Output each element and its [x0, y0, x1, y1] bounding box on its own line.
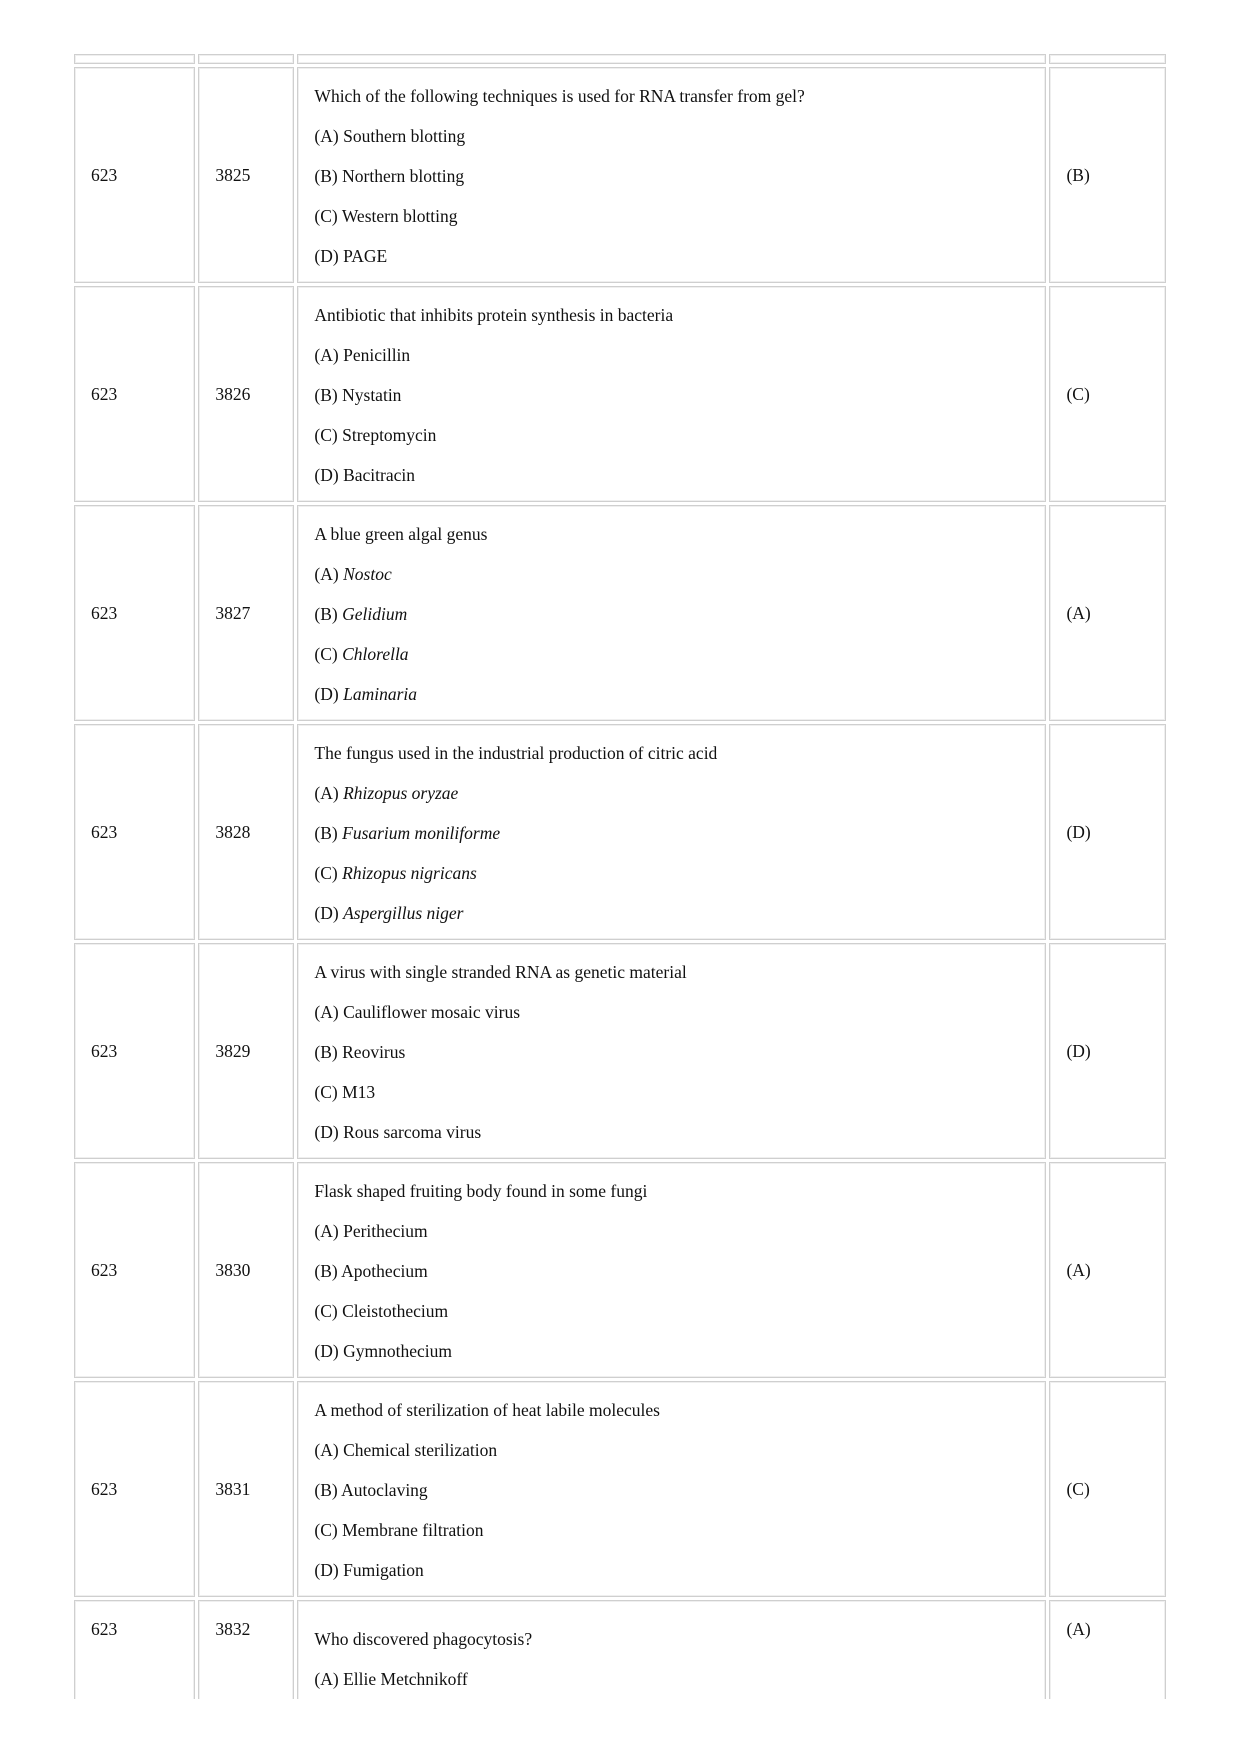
option-text: Gelidium: [342, 604, 408, 624]
question-text: Who discovered phagocytosis?: [314, 1629, 533, 1649]
option-text: Membrane filtration: [342, 1520, 484, 1540]
answer-cell: (C): [1049, 286, 1166, 502]
option-label: (A): [314, 564, 344, 584]
option-text: Penicillin: [343, 345, 411, 365]
question-number-cell: 3825: [198, 67, 294, 283]
option-label: (A): [314, 783, 344, 803]
answer-cell: (C): [1049, 1381, 1166, 1597]
option-line: [314, 1291, 1029, 1331]
option-label: (D): [314, 903, 344, 923]
option-line: [314, 156, 1029, 196]
question-text: Which of the following techniques is used for RNA transfer from gel?: [314, 86, 805, 106]
question-table: [74, 54, 1169, 1699]
subject-code-cell: 623: [74, 1600, 195, 1699]
table-row: [74, 1162, 1166, 1378]
option-line: [314, 634, 1029, 674]
option-text: PAGE: [343, 246, 388, 266]
option-text: Perithecium: [343, 1221, 428, 1241]
option-line: [314, 1032, 1029, 1072]
option-line: [314, 554, 1029, 594]
subject-code-cell: 623: [74, 1381, 195, 1597]
option-text: Fusarium moniliforme: [342, 823, 501, 843]
question-cell: [297, 1600, 1046, 1699]
option-label: (B): [314, 1261, 342, 1281]
question-number-cell: 3826: [198, 286, 294, 502]
option-text: Bacitracin: [343, 465, 415, 485]
option-text: Cauliflower mosaic virus: [343, 1002, 520, 1022]
option-label: (C): [314, 644, 343, 664]
question-cell: [297, 943, 1046, 1159]
option-label: (A): [314, 1221, 344, 1241]
option-label: (D): [314, 684, 344, 704]
answer-cell: (D): [1049, 724, 1166, 940]
option-line: [314, 236, 1029, 276]
option-label: (A): [314, 1440, 344, 1460]
question-text: A virus with single stranded RNA as genetic material: [314, 962, 687, 982]
option-line: [314, 196, 1029, 236]
answer-cell: (A): [1049, 505, 1166, 721]
subject-code-cell: 623: [74, 724, 195, 940]
question-number-cell: 3829: [198, 943, 294, 1159]
question-text: The fungus used in the industrial production of citric acid: [314, 743, 718, 763]
option-text: Chlorella: [342, 644, 409, 664]
question-text: A method of sterilization of heat labile molecules: [314, 1400, 660, 1420]
option-line: [314, 1430, 1029, 1470]
option-text: Rhizopus oryzae: [343, 783, 459, 803]
option-label: (A): [314, 1002, 344, 1022]
option-text: Southern blotting: [343, 126, 466, 146]
option-text: Rous sarcoma virus: [343, 1122, 482, 1142]
page: [74, 54, 1169, 1699]
question-text: Antibiotic that inhibits protein synthesis in bacteria: [314, 305, 674, 325]
question-cell: [297, 724, 1046, 940]
option-label: (C): [314, 206, 342, 226]
table-row: [74, 943, 1166, 1159]
option-text: M13: [342, 1082, 376, 1102]
table-row: [74, 505, 1166, 721]
option-line: [314, 375, 1029, 415]
option-text: Gymnothecium: [343, 1341, 452, 1361]
answer-cell: (A): [1049, 1162, 1166, 1378]
option-label: (B): [314, 385, 343, 405]
question-cell: [297, 286, 1046, 502]
option-label: (A): [314, 345, 344, 365]
option-line: [314, 893, 1029, 933]
option-text: Laminaria: [343, 684, 417, 704]
question-number-cell: 3827: [198, 505, 294, 721]
option-label: (B): [314, 604, 343, 624]
option-label: (B): [314, 823, 343, 843]
table-row: [74, 724, 1166, 940]
option-label: (A): [314, 1669, 344, 1689]
option-label: (C): [314, 863, 343, 883]
option-text: Nystatin: [342, 385, 402, 405]
subject-code-cell: 623: [74, 505, 195, 721]
question-cell: [297, 1381, 1046, 1597]
option-label: (D): [314, 246, 344, 266]
question-number-cell: 3828: [198, 724, 294, 940]
question-number-cell: 3831: [198, 1381, 294, 1597]
table-row: [74, 286, 1166, 502]
option-text: Apothecium: [341, 1261, 428, 1281]
question-text: Flask shaped fruiting body found in some fungi: [314, 1181, 648, 1201]
option-label: (B): [314, 166, 343, 186]
option-line: [314, 813, 1029, 853]
option-line: [314, 1072, 1029, 1112]
option-text: Chemical sterilization: [343, 1440, 498, 1460]
option-text: Nostoc: [343, 564, 392, 584]
table-row-stub: [74, 54, 1166, 64]
option-line: [314, 773, 1029, 813]
option-text: Fumigation: [343, 1560, 424, 1580]
question-text: A blue green algal genus: [314, 524, 488, 544]
answer-cell: (D): [1049, 943, 1166, 1159]
table-row: [74, 1381, 1166, 1597]
option-line: [314, 1550, 1029, 1590]
question-cell: [297, 505, 1046, 721]
answer-cell: (B): [1049, 67, 1166, 283]
option-label: (C): [314, 1082, 343, 1102]
option-label: (C): [314, 425, 343, 445]
option-text: Ellie Metchnikoff: [343, 1669, 468, 1689]
option-line: [314, 1659, 1029, 1699]
option-text: Rhizopus nigricans: [342, 863, 477, 883]
question-number-cell: 3830: [198, 1162, 294, 1378]
option-label: (B): [314, 1480, 342, 1500]
option-line: [314, 992, 1029, 1032]
option-text: Aspergillus niger: [343, 903, 464, 923]
option-label: (D): [314, 1122, 344, 1142]
option-line: [314, 116, 1029, 156]
option-label: (B): [314, 1042, 343, 1062]
option-label: (D): [314, 1560, 344, 1580]
option-text: Autoclaving: [341, 1480, 428, 1500]
option-text: Reovirus: [342, 1042, 406, 1062]
answer-cell: (A): [1049, 1600, 1166, 1699]
option-label: (C): [314, 1520, 343, 1540]
option-line: [314, 335, 1029, 375]
subject-code-cell: 623: [74, 67, 195, 283]
question-number-cell: 3832: [198, 1600, 294, 1699]
option-line: [314, 1510, 1029, 1550]
option-line: [314, 1112, 1029, 1152]
option-text: Streptomycin: [342, 425, 437, 445]
option-text: Western blotting: [341, 206, 458, 226]
option-line: [314, 674, 1029, 714]
option-label: (D): [314, 465, 344, 485]
option-label: (C): [314, 1301, 343, 1321]
option-line: [314, 594, 1029, 634]
subject-code-cell: 623: [74, 943, 195, 1159]
question-cell: [297, 67, 1046, 283]
option-line: [314, 1470, 1029, 1510]
question-cell: [297, 1162, 1046, 1378]
option-label: (D): [314, 1341, 344, 1361]
subject-code-cell: 623: [74, 286, 195, 502]
table-row: [74, 67, 1166, 283]
option-line: [314, 1251, 1029, 1291]
option-text: Northern blotting: [342, 166, 465, 186]
option-line: [314, 1211, 1029, 1251]
option-line: [314, 415, 1029, 455]
subject-code-cell: 623: [74, 1162, 195, 1378]
option-label: (A): [314, 126, 344, 146]
option-line: [314, 1331, 1029, 1371]
option-line: [314, 455, 1029, 495]
option-text: Cleistothecium: [342, 1301, 449, 1321]
option-line: [314, 853, 1029, 893]
table-row: [74, 1600, 1166, 1699]
